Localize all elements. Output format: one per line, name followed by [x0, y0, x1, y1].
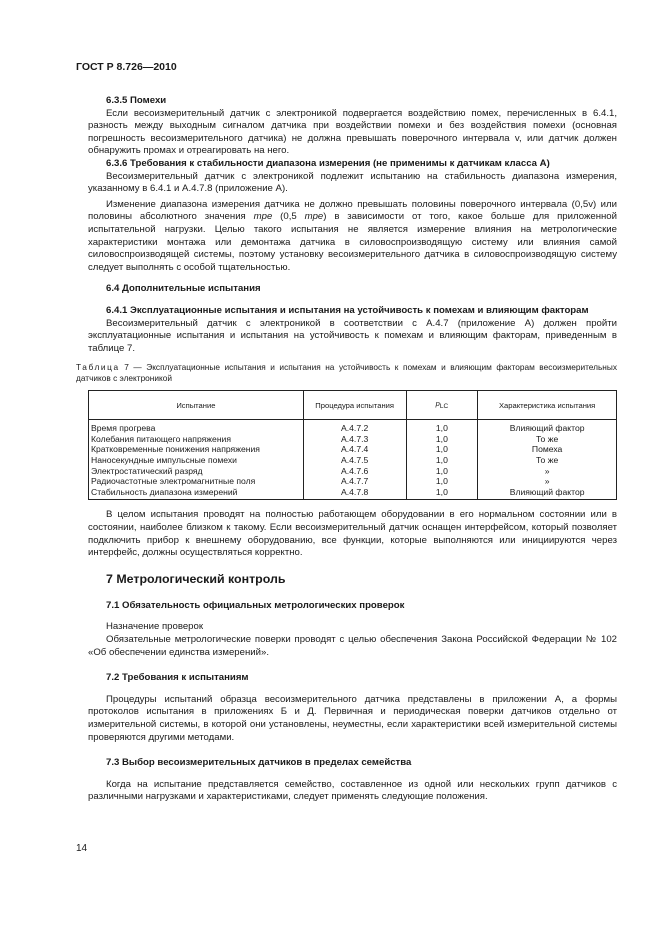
cell-procedure: А.4.7.8: [303, 487, 406, 500]
paragraph-7-1-2: Обязательные метрологические поверки проводят с целью обеспечения Закона Российской Федерации № 102 «Об обеспечении единства измерений».: [88, 634, 617, 658]
text-span: Изменение диапазона измерения датчика не должно превышать половины поверочного интервала (0,5v) или половины абсолютного значения: [88, 198, 617, 223]
paragraph-6-3-6-2: [88, 199, 617, 275]
cell-character: »: [478, 476, 617, 487]
cell-test: Колебания питающего напряжения: [89, 434, 304, 445]
cell-character: Влияющий фактор: [478, 420, 617, 434]
paragraph-after-table: В целом испытания проводят на полностью работающем оборудовании в его нормальном состоянии или в состоянии, наиболее близком к такому. Если весоизмерительный датчик оснащен интерфейсом, который позволяет подключить прибор к внешнему оборудованию, все функции, которые выполняются или инициируются через интерфейс, должны осуществляться корректно.: [88, 509, 617, 559]
plc-symbol: p: [435, 399, 440, 409]
text-span: (0,5: [272, 211, 305, 223]
heading-7-3: 7.3 Выбор весоизмерительных датчиков в пределах семейства: [106, 757, 412, 769]
mpe-term: mpe: [304, 211, 324, 223]
header-procedure: Процедура испытания: [303, 391, 406, 420]
table-7: [88, 390, 617, 500]
cell-plc: 1,0: [406, 487, 478, 500]
paragraph-6-4-1: Весоизмерительный датчик с электроникой в соответствии с А.4.7 (приложение А) должен пройти эксплуатационные испытания и испытания на устойчивость к помехам и влияющим факторам, приведенным в таблице 7.: [88, 317, 617, 354]
text-span: ) в зависимости от того, какое больше для приложенной испытательной нагрузки. Целью такого испытания не является измерение влияния на метрологические характеристики монтажа или демонтажа датчика в силовоспроизводящую систему или влияния самой силовоспроизводящей системы, поэтому установку весоизмерительного датчика в силовоспроизводящую систему следует выполнять с особой тщательностью.: [88, 211, 617, 273]
cell-character: Помеха: [478, 444, 617, 455]
cell-character: То же: [478, 455, 617, 466]
cell-test: Стабильность диапазона измерений: [89, 487, 304, 500]
cell-test: Время прогрева: [89, 420, 304, 434]
heading-7-2: 7.2 Требования к испытаниям: [106, 672, 249, 684]
cell-procedure: А.4.7.7: [303, 476, 406, 487]
page-number: 14: [76, 843, 88, 854]
cell-test: Радиочастотные электромагнитные поля: [89, 476, 304, 487]
cell-procedure: А.4.7.2: [303, 420, 406, 434]
cell-procedure: А.4.7.6: [303, 466, 406, 477]
cell-test: Электростатический разряд: [89, 466, 304, 477]
table-row: [89, 420, 617, 434]
paragraph-6-3-5: Если весоизмерительный датчик с электроникой подвергается воздействию помех, перечисленных в 6.4.1, разность между выходным сигналом датчика при воздействии помехи и без воздействия помехи (основная погрешность весоизмерительного датчика) не должна превышать поверочного интервала v, или датчик должен обнаружить промах и отреагировать на него.: [88, 107, 617, 157]
header-plc: [406, 391, 478, 420]
cell-plc: 1,0: [406, 466, 478, 477]
cell-test: Наносекундные импульсные помехи: [89, 455, 304, 466]
heading-6-4-1: 6.4.1 Эксплуатационные испытания и испытания на устойчивость к помехам и влияющим факторам: [106, 304, 589, 316]
cell-plc: 1,0: [406, 434, 478, 445]
cell-character: »: [478, 466, 617, 477]
cell-test: Кратковременные понижения напряжения: [89, 444, 304, 455]
mpe-term: mpe: [253, 211, 273, 223]
heading-6-3-6: 6.3.6 Требования к стабильности диапазона измерения (не применимы к датчикам класса А): [106, 157, 550, 169]
table-7-caption: [76, 362, 617, 384]
cell-plc: 1,0: [406, 444, 478, 455]
table-row: [89, 466, 617, 477]
cell-procedure: А.4.7.5: [303, 455, 406, 466]
cell-plc: 1,0: [406, 455, 478, 466]
table-caption-text: 7 — Эксплуатационные испытания и испытания на устойчивость к помехам и влияющим факторам весоизмерительных датчиков с электроникой: [76, 362, 617, 384]
paragraph-6-3-6-1: Весоизмерительный датчик с электроникой подлежит испытанию на стабильность диапазона измерения, указанному в 6.4.1 и А.4.7.8 (приложение А).: [88, 170, 617, 195]
cell-character: То же: [478, 434, 617, 445]
paragraph-7-1-1: Назначение проверок: [106, 621, 204, 633]
header-test: Испытание: [89, 391, 304, 420]
heading-6-3-5: 6.3.5 Помехи: [106, 95, 167, 106]
page-content: [76, 95, 617, 804]
cell-plc: 1,0: [406, 476, 478, 487]
table-header-row: [89, 391, 617, 420]
heading-6-4: 6.4 Дополнительные испытания: [106, 283, 261, 295]
table-row: [89, 455, 617, 466]
table-row: [89, 476, 617, 487]
header-character: Характеристика испытания: [478, 391, 617, 420]
table-caption-label: Таблица: [76, 362, 120, 373]
cell-plc: 1,0: [406, 420, 478, 434]
paragraph-7-3: Когда на испытание представляется семейство, составленное из одной или нескольких групп датчиков с различными нагрузками и характеристиками, следует применять следующие положения.: [88, 778, 617, 803]
document-header: ГОСТ Р 8.726—2010: [76, 61, 177, 73]
cell-character: Влияющий фактор: [478, 487, 617, 500]
heading-7-1: 7.1 Обязательность официальных метрологических проверок: [106, 599, 405, 611]
cell-procedure: А.4.7.3: [303, 434, 406, 445]
table-row: [89, 434, 617, 445]
cell-procedure: А.4.7.4: [303, 444, 406, 455]
table-row: [89, 487, 617, 500]
heading-section-7: 7 Метрологический контроль: [106, 571, 286, 586]
table-row: [89, 444, 617, 455]
paragraph-7-2: Процедуры испытаний образца весоизмерительного датчика представлены в приложении А, а формы протоколов испытания в приложениях Б и Д. Первичная и периодическая поверки датчиков отдельно от измерительной системы, в которой они установлены, неуместны, если характеристики всей измерительной системы проверяются другими методами.: [88, 693, 617, 743]
plc-subscript: LC: [439, 403, 449, 411]
